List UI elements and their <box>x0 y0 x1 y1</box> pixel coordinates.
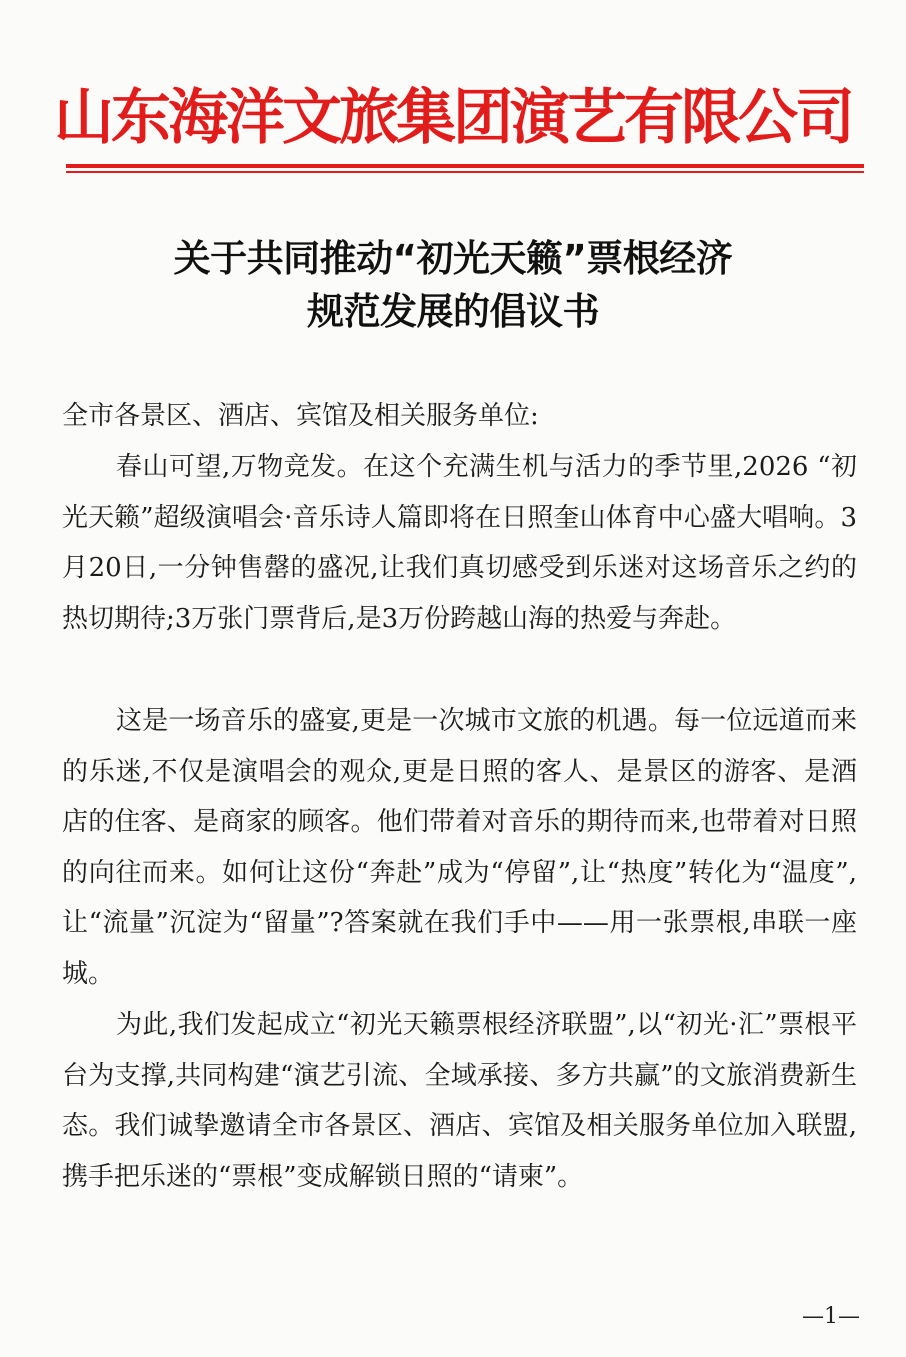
page-number: —1— <box>802 1304 860 1329</box>
letterhead-rule-thick <box>66 164 864 168</box>
salutation: 全市各景区、酒店、宾馆及相关服务单位: <box>62 401 539 431</box>
body-paragraph-3: 为此,我们发起成立“初光天籁票根经济联盟”,以“初光·汇”票根平台为支撑,共同构建“演艺引流、全域承接、多方共赢”的文旅消费新生态。我们诚挚邀请全市各景区、酒店、宾馆及相关服务单位加入联盟,携手把乐迷的“票根”变成解锁日照的“请柬”。 <box>62 1010 857 1192</box>
document-title-line-1: 关于共同推动“初光天籁”票根经济 <box>173 237 733 280</box>
document-title-line-2: 规范发展的倡议书 <box>307 290 599 333</box>
body-paragraph-2: 这是一场音乐的盛宴,更是一次城市文旅的机遇。每一位远道而来的乐迷,不仅是演唱会的观众,更是日照的客人、是景区的游客、是酒店的住客、是商家的顾客。他们带着对音乐的期待而来,也带着对日照的向往而来。如何让这份“奔赴”成为“停留”,让“热度”转化为“温度”,让“流量”沉淀为“留量”?答案就在我们手中——用一张票根,串联一座城。 <box>62 706 857 989</box>
body-paragraph-1: 春山可望,万物竞发。在这个充满生机与活力的季节里,2026 “初光天籁”超级演唱会·音乐诗人篇即将在日照奎山体育中心盛大唱响。3月20日,一分钟售罄的盛况,让我们真切感受到乐迷对这场音乐之约的热切期待;3万张门票背后,是3万份跨越山海的热爱与奔赴。 <box>62 452 857 634</box>
letterhead-rule-thin <box>66 171 864 173</box>
letterhead-title: 山东海洋文旅集团演艺有限公司 <box>54 83 852 153</box>
